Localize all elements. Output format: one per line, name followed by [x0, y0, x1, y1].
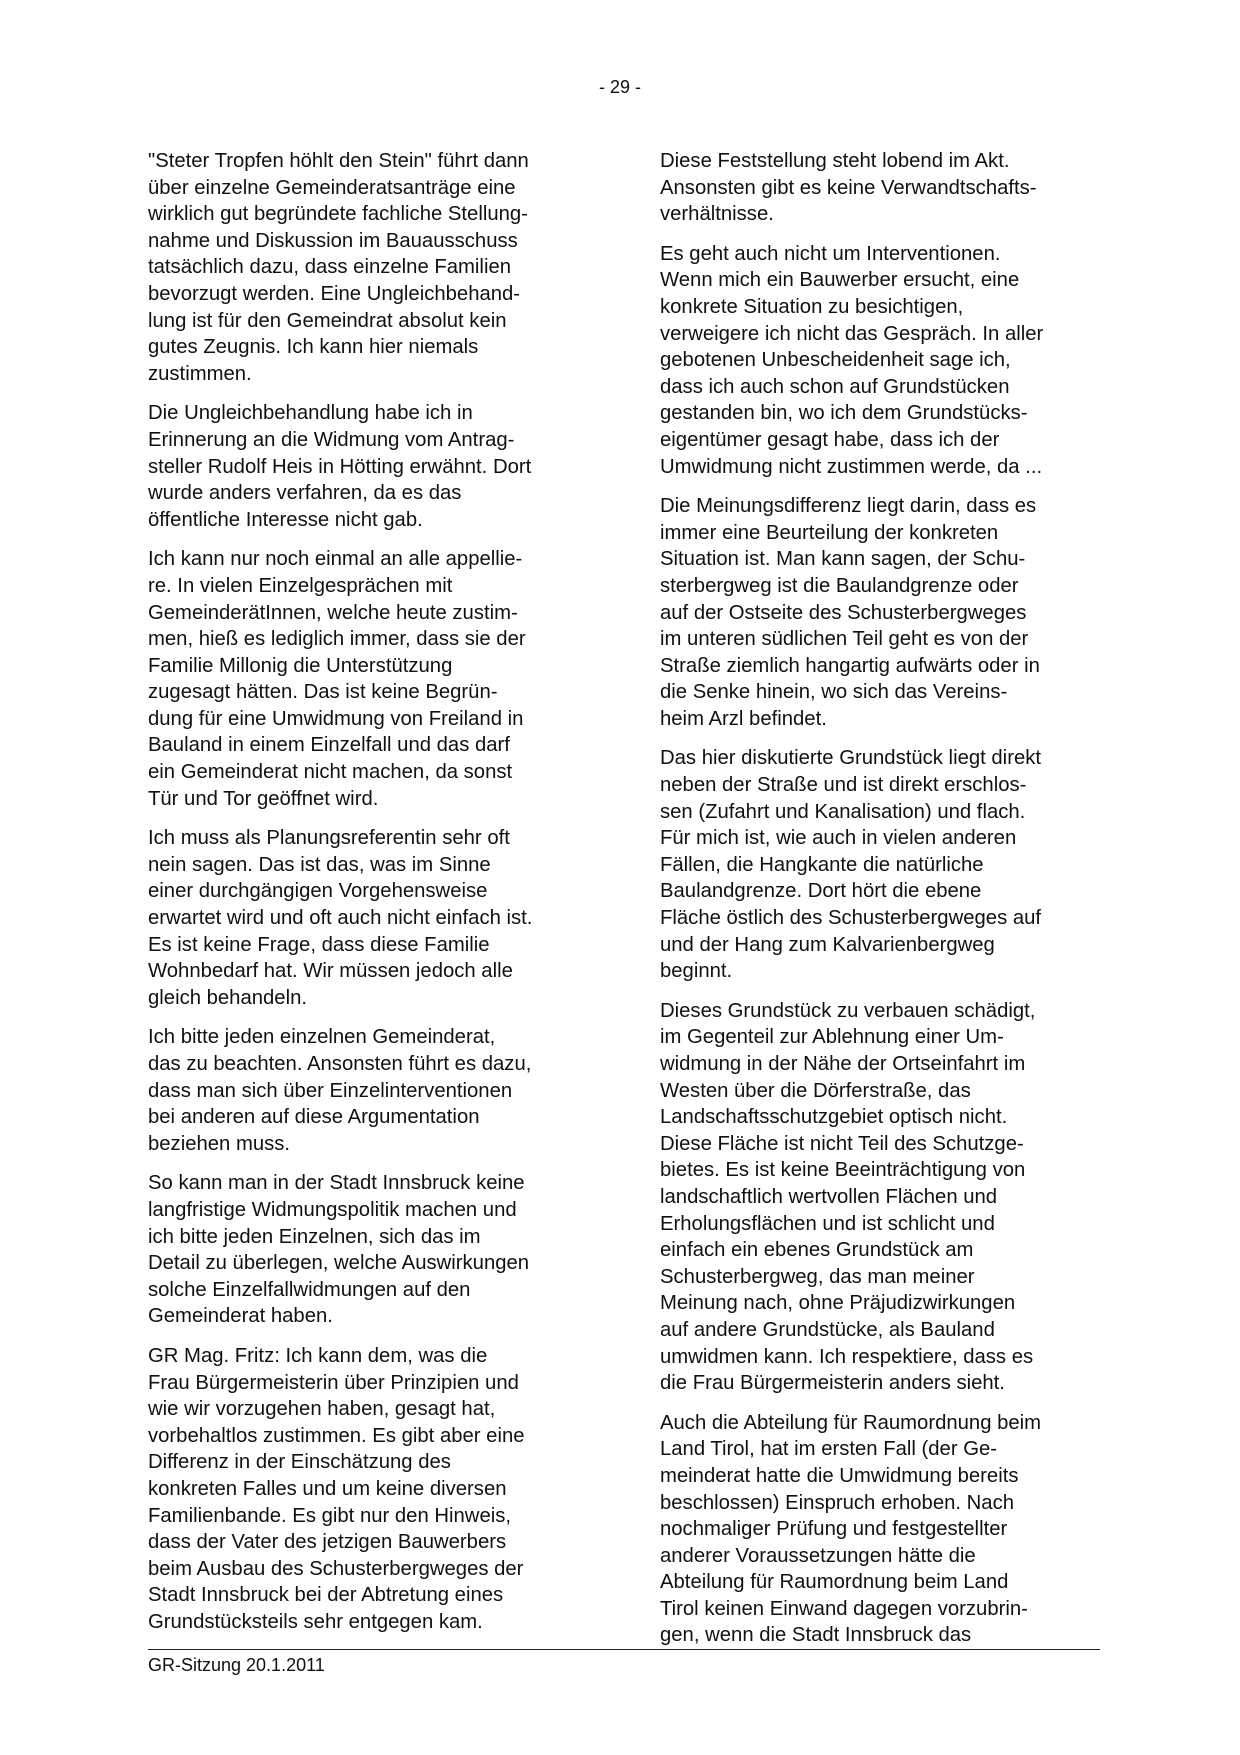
right-column — [660, 148, 1105, 1662]
paragraph: Ich kann nur noch einmal an alle appellie- re. In vielen Einzelgesprächen mit GemeinderätInnen, welche heute zustim- men, hieß es lediglich immer, dass sie der Familie Millonig die Unterstützung zugesagt hätten. Das ist keine Begrün- dung für eine Umwidmung von Freiland in Bauland in einem Einzelfall und das darf ein Gemeinderat nicht machen, da sonst Tür und Tor geöffnet wird. — [148, 548, 526, 810]
paragraph: So kann man in der Stadt Innsbruck keine langfristige Widmungspolitik machen und ich bitte jeden Einzelnen, sich das im Detail zu überlegen, welche Auswirkungen solche Einzelfallwidmungen auf den Gemeinderat haben. — [148, 1172, 530, 1328]
paragraph: Das hier diskutierte Grundstück liegt direkt neben der Straße und ist direkt erschlos- sen (Zufahrt und Kanalisation) und flach. Für mich ist, wie auch in vielen anderen Fällen, die Hangkante die natürliche Baulandgrenze. Dort hört die ebene Fläche östlich des Schusterbergweges auf und der Hang zum Kalvarienbergweg beginnt. — [660, 747, 1042, 983]
footer-text: GR-Sitzung 20.1.2011 — [148, 1655, 325, 1675]
paragraph: Ich muss als Planungsreferentin sehr oft nein sagen. Das ist das, was im Sinne einer durchgängigen Vorgehensweise erwartet wird und oft auch nicht einfach ist. Es ist keine Frage, dass diese Familie Wohnbedarf hat. Wir müssen jedoch alle gleich behandeln. — [148, 827, 533, 1009]
paragraph: Dieses Grundstück zu verbauen schädigt, im Gegenteil zur Ablehnung einer Um- widmung in der Nähe der Ortseinfahrt im Westen über die Dörferstraße, das Landschaftsschutzgebiet optisch nicht. Diese Fläche ist nicht Teil des Schutzge- bietes. Es ist keine Beeinträchtigung von landschaftlich wertvollen Flächen und Erholungsflächen und ist schlicht und einfach ein ebenes Grundstück am Schusterbergweg, das man meiner Meinung nach, ohne Präjudizwirkungen auf andere Grundstücke, als Bauland umwidmen kann. Ich respektiere, dass es die Frau Bürgermeisterin anders sieht. — [660, 999, 1036, 1395]
page-number: - 29 - — [598, 77, 641, 97]
paragraph: Ich bitte jeden einzelnen Gemeinderat, das zu beachten. Ansonsten führt es dazu, dass man sich über Einzelinterventionen bei anderen auf diese Argumentation beziehen muss. — [148, 1026, 532, 1155]
paragraph: Es geht auch nicht um Interventionen. Wenn mich ein Bauwerber ersucht, eine konkrete Situation zu besichtigen, verweigere ich nicht das Gespräch. In aller gebotenen Unbescheidenheit sage ich, dass ich auch schon auf Grundstücken gestanden bin, wo ich dem Grundstücks- eigentümer gesagt habe, dass ich der Umwidmung nicht zustimmen werde, da ... — [660, 242, 1044, 478]
paragraph: Die Ungleichbehandlung habe ich in Erinnerung an die Widmung vom Antrag- steller Rudolf Heis in Hötting erwähnt. Dort wurde anders verfahren, da es das öffentliche Interesse nicht gab. — [148, 402, 532, 531]
paragraph: Die Meinungsdifferenz liegt darin, dass es immer eine Beurteilung der konkreten Situation ist. Man kann sagen, der Schu- sterbergweg ist die Baulandgrenze oder auf der Ostseite des Schusterbergweges im unteren südlichen Teil geht es von der Straße ziemlich hangartig aufwärts oder in die Senke hinein, wo sich das Vereins- heim Arzl befindet. — [660, 495, 1040, 730]
paragraph: Diese Feststellung steht lobend im Akt. Ansonsten gibt es keine Verwandtschafts- verhältnisse. — [660, 150, 1037, 226]
paragraph: Auch die Abteilung für Raumordnung beim Land Tirol, hat im ersten Fall (der Ge- meinderat hatte die Umwidmung bereits beschlossen) Einspruch erhoben. Nach nochmaliger Prüfung und festgestellter anderer Voraussetzungen hätte die Abteilung für Raumordnung beim Land Tirol keinen Einwand dagegen vorzubrin- gen, wenn die Stadt Innsbruck das — [660, 1411, 1042, 1647]
speaker-name: GR Mag. Fritz: — [148, 1344, 280, 1367]
footer-divider — [148, 1649, 1100, 1650]
left-column — [148, 148, 593, 1648]
paragraph: "Steter Tropfen höhlt den Stein" führt dann über einzelne Gemeinderatsanträge eine wirklich gut begründete fachliche Stellung- nahme und Diskussion im Bauausschuss tatsächlich dazu, dass einzelne Familien bevorzugt werden. Eine Ungleichbehand- lung ist für den Gemeindrat absolut kein gutes Zeugnis. Ich kann hier niemals zustimmen. — [148, 150, 529, 385]
speaker-paragraph: GR Mag. Fritz: Ich kann dem, was die Frau Bürgermeisterin über Prinzipien und wie wir vorzugehen haben, gesagt hat, vorbehaltlos zustimmen. Es gibt aber eine Differenz in der Einschätzung des konkreten Falles und um keine diversen Familienbande. Es gibt nur den Hinweis, dass der Vater des jetzigen Bauwerbers beim Ausbau des Schusterbergweges der Stadt Innsbruck bei der Abtretung eines Grundstücksteils sehr entgegen kam. — [148, 1344, 525, 1633]
